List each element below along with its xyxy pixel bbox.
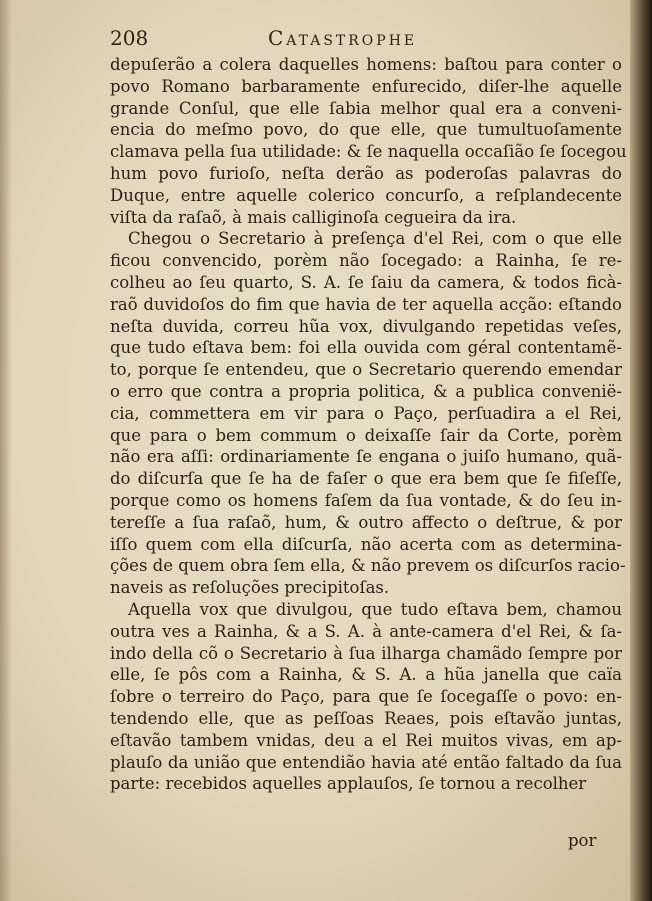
text-line: raõ duvidoſos do fim que havia de ter aquella acção: eſtando	[110, 294, 622, 314]
running-title: Catastrophe	[268, 26, 418, 50]
text-line: indo della cõ o Secretario à ſua ilharga chamãdo ſempre por	[110, 643, 622, 663]
body-text	[110, 54, 627, 795]
text-line: naveis as reſoluções precipitoſas.	[110, 578, 390, 598]
text-line: elle, ſe pôs com a Rainha, & S. A. a hũa janella que caïa	[110, 665, 622, 685]
text-line: outra ves a Rainha, & a S. A. à ante-camera d'el Rei, & ſa-	[110, 621, 622, 641]
text-line: o erro que contra a propria politica, & a publica convenië-	[110, 381, 622, 401]
text-line: clamava pella ſua utilidade: & ſe naquella occaſião ſe ſocegou	[110, 142, 627, 162]
page-header	[110, 26, 620, 52]
text-line: plauſo da união que entendião havia até então faltado da ſua	[110, 752, 622, 772]
page-number: 208	[110, 26, 149, 50]
text-line: povo Romano barbaramente enfurecido, diſer-lhe aquelle	[110, 76, 622, 96]
text-line: ções de quem obra ſem ella, & não prevem os diſcurſos racio-	[110, 556, 626, 576]
text-line: do diſcurſa que ſe ha de faſer o que era bem que ſe fiſeſſe,	[110, 469, 622, 489]
text-line: parte: recebidos aquelles applauſos, ſe tornou a recolher	[110, 774, 587, 794]
text-line: grande Conſul, que elle ſabia melhor qual era a conveni-	[110, 98, 622, 118]
text-line: que para o bem commum o deixaſſe ſair da Corte, porèm	[110, 425, 622, 445]
text-line: tendendo elle, que as peſſoas Reaes, pois eſtavão juntas,	[110, 708, 622, 728]
text-line: cia, commettera em vir para o Paço, perſuadira a el Rei,	[110, 403, 622, 423]
text-line: Duque, entre aquelle colerico concurſo, a reſplandecente	[110, 185, 622, 205]
text-line: colheu ao ſeu quarto, S. A. ſe ſaiu da camera, & todos ficà-	[110, 272, 622, 292]
text-line: viſta da raſaõ, à mais calliginoſa cegueira da ira.	[110, 207, 517, 227]
text-line: encia do meſmo povo, do que elle, que tumultuoſamente	[110, 120, 622, 140]
page-gutter-shadow	[630, 0, 652, 901]
text-line: depuſerão a colera daquelles homens: baſtou para conter o	[110, 55, 622, 74]
text-line: neſta duvida, correu hũa vox, divulgando repetidas veſes,	[110, 316, 622, 336]
text-line: to, porque ſe entendeu, que o Secretario querendo emendar	[110, 360, 622, 380]
text-line: Aquella vox que divulgou, que tudo eſtava bem, chamou	[128, 599, 622, 619]
text-line: porque como os homens faſem da ſua vontade, & do ſeu in-	[110, 490, 622, 510]
text-line: que tudo eſtava bem: foi ella ouvida com géral contentamẽ-	[110, 338, 622, 358]
text-line: iſſo quem com ella diſcurſa, não acerta com as determina-	[110, 534, 622, 554]
text-line: eſtavão tambem vnidas, deu a el Rei muitos vivas, em ap-	[110, 730, 622, 750]
text-line: hum povo furioſo, neſta derão as poderoſas palavras do	[110, 163, 622, 183]
text-line: Chegou o Secretario à preſença d'el Rei, com o que elle	[128, 229, 622, 249]
text-line: tereſſe a ſua raſaõ, hum, & outro affecto o deſtrue, & por	[110, 512, 622, 532]
text-line: não era aſſi: ordinariamente ſe engana o juiſo humano, quã-	[110, 447, 622, 467]
text-line: ſobre o terreiro do Paço, para que ſe ſocegaſſe o povo: en-	[110, 687, 622, 707]
page-left-edge	[0, 0, 12, 901]
text-line: ficou convencido, porèm não ſocegado: a Rainha, ſe re-	[110, 251, 622, 271]
catchword: por	[568, 831, 597, 850]
